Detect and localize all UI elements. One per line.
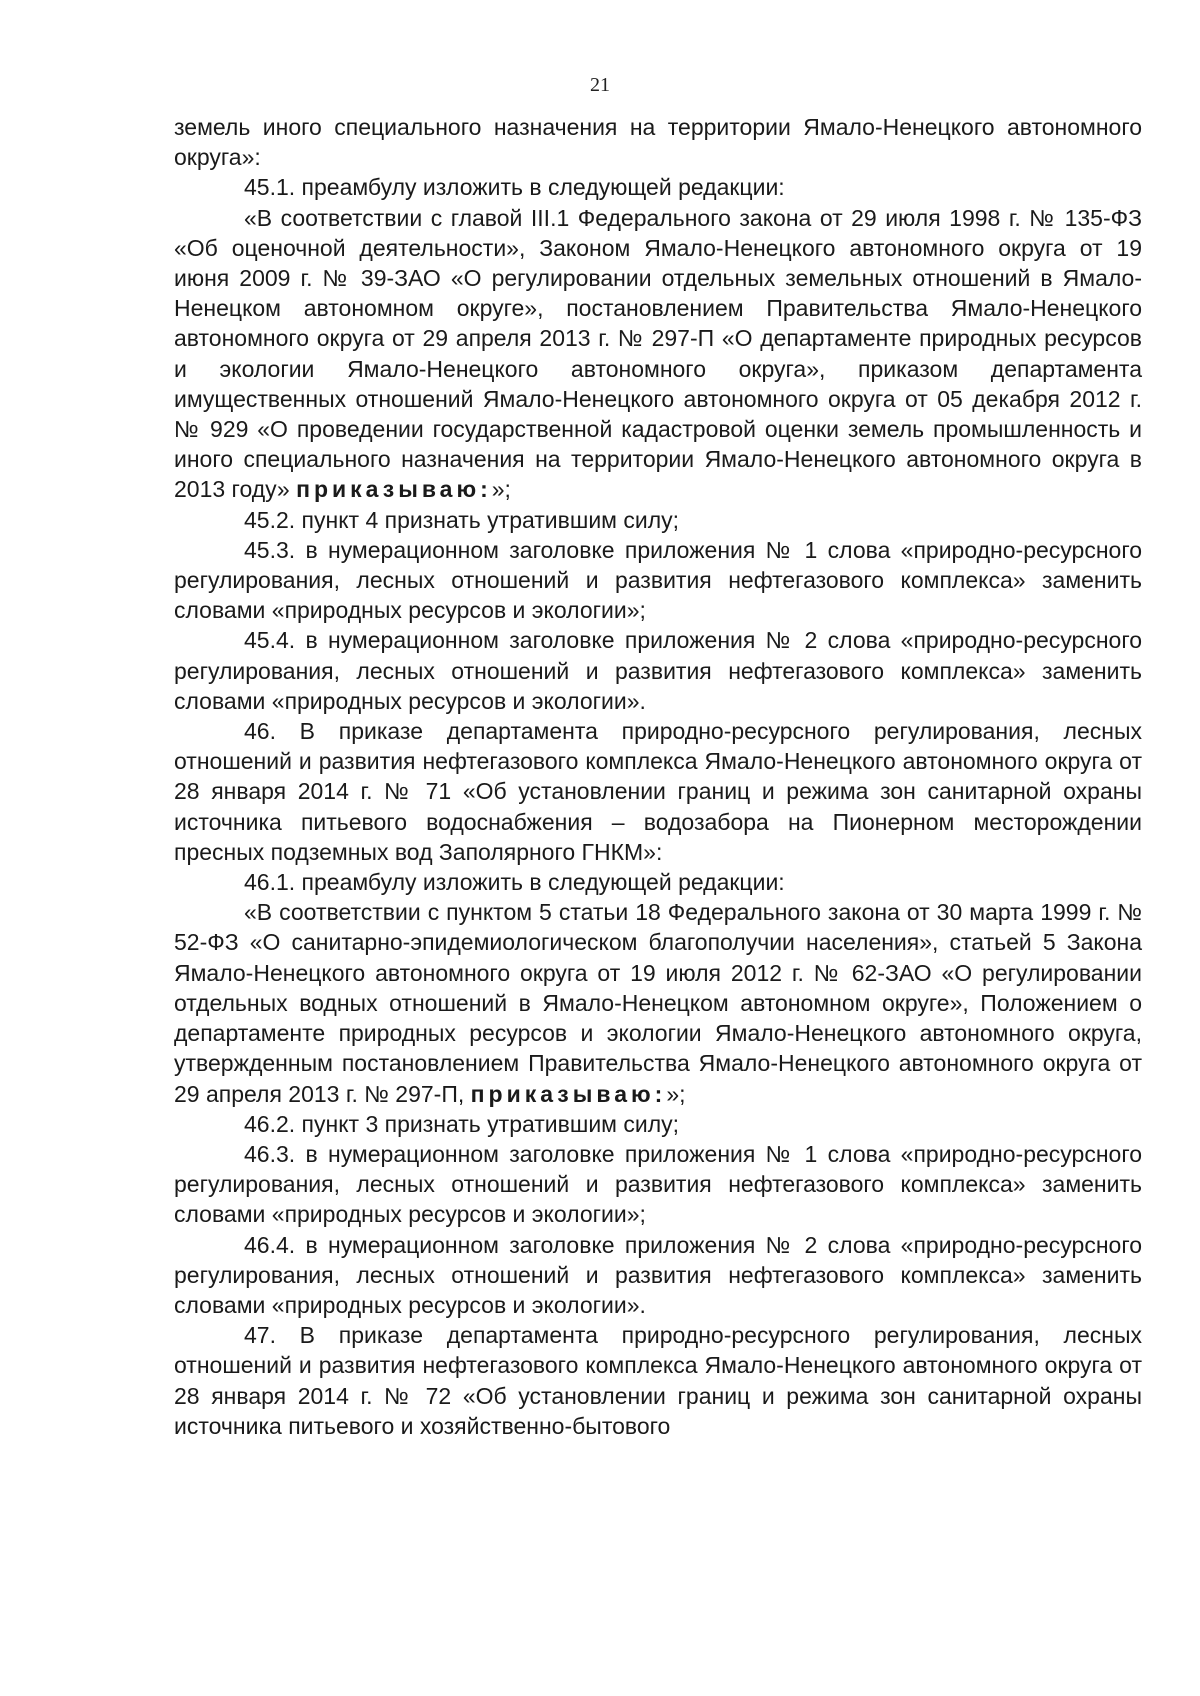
paragraph-continuation [174,112,1142,172]
paragraph-46 [174,716,1142,867]
paragraph-text: 46.4. в нумерационном заголовке приложения № 2 слова «природно-ресурсного регулирования, лесных отношений и развития нефтегазового комплекса» заменить словами «природных ресурсов и экологии». [174,1231,1142,1318]
paragraph-45-3 [174,535,1142,626]
paragraph-tail: »; [491,476,511,503]
paragraph-47 [174,1320,1142,1441]
paragraph-46-4 [174,1230,1142,1321]
order-keyword: приказываю: [470,1080,667,1107]
paragraph-45-1 [174,172,1142,202]
paragraph-text: 45.4. в нумерационном заголовке приложения № 2 слова «природно-ресурсного регулирования, лесных отношений и развития нефтегазового комплекса» заменить словами «природных ресурсов и экологии». [174,627,1142,714]
paragraph-text: земель иного специального назначения на территории Ямало-Ненецкого автономного округа»: [174,114,1142,171]
paragraph-text: 45.2. пункт 4 признать утратившим силу; [244,506,680,533]
paragraph-text: 45.1. преамбулу изложить в следующей редакции: [244,174,785,201]
paragraph-text: 46.3. в нумерационном заголовке приложения № 1 слова «природно-ресурсного регулирования, лесных отношений и развития нефтегазового комплекса» заменить словами «природных ресурсов и экологии»; [174,1140,1142,1228]
paragraph-text: 46.1. преамбулу изложить в следующей редакции: [244,869,785,896]
page-number: 21 [590,74,610,96]
paragraph-text: 46.2. пункт 3 признать утратившим силу; [244,1110,680,1137]
paragraph-46-3 [174,1139,1142,1230]
paragraph-text: 46. В приказе департамента природно-ресурсного регулирования, лесных отношений и развития нефтегазового комплекса Ямало-Ненецкого автономного округа от 28 января 2014 г. № 71 «Об установлении границ и режима зон санитарной охраны источника питьевого водоснабжения – водозабора на Пионерном месторождении пресных подземных вод Заполярного ГНКМ»: [174,718,1142,865]
paragraph-text: 47. В приказе департамента природно-ресурсного регулирования, лесных отношений и развития нефтегазового комплекса Ямало-Ненецкого автономного округа от 28 января 2014 г. № 72 «Об установлении границ и режима зон санитарной охраны источника питьевого и хозяйственно-бытового [174,1322,1142,1439]
paragraph-text: «В соответствии с пунктом 5 статьи 18 Федерального закона от 30 марта 1999 г. № 52-ФЗ «О санитарно-эпидемиологическом благополучии населения», статьей 5 Закона Ямало-Ненецкого автономного округа от 19 июля 2012 г. № 62-ЗАО «О регулировании отдельных водных отношений в Ямало-Ненецком автономном округе», Положением о департаменте природных ресурсов и экологии Ямало-Ненецкого автономного округа, утвержденным постановлением Правительства Ямало-Ненецкого автономного округа от 29 апреля 2013 г. № 297-П, [174,899,1142,1107]
order-keyword: приказываю: [296,476,492,503]
paragraph-text: «В соответствии с главой III.1 Федерального закона от 29 июля 1998 г. № 135-ФЗ «Об оценочной деятельности», Законом Ямало-Ненецкого автономного округа от 19 июня 2009 г. № 39-ЗАО «О регулировании отдельных земельных отношений в Ямало-Ненецком автономном округе», постановлением Правительства Ямало-Ненецкого автономного округа от 29 апреля 2013 г. № 297-П «О департаменте природных ресурсов и экологии Ямало-Ненецкого автономного округа», приказом департамента имущественных отношений Ямало-Ненецкого автономного округа от 05 декабря 2012 г. № 929 «О проведении государственной кадастровой оценки земель промышленность и иного специального назначения на территории Ямало-Ненецкого автономного округа в 2013 году» [174,204,1142,503]
document-body [174,112,1142,1441]
paragraph-45-1-quote [174,203,1142,505]
paragraph-text: 45.3. в нумерационном заголовке приложения № 1 слова «природно-ресурсного регулирования, лесных отношений и развития нефтегазового комплекса» заменить словами «природных ресурсов и экологии»; [174,536,1142,624]
paragraph-45-4 [174,625,1142,716]
paragraph-46-1 [174,867,1142,897]
paragraph-45-2 [174,505,1142,535]
paragraph-46-2 [174,1109,1142,1139]
paragraph-46-1-quote [174,897,1142,1108]
paragraph-tail: »; [666,1080,686,1107]
